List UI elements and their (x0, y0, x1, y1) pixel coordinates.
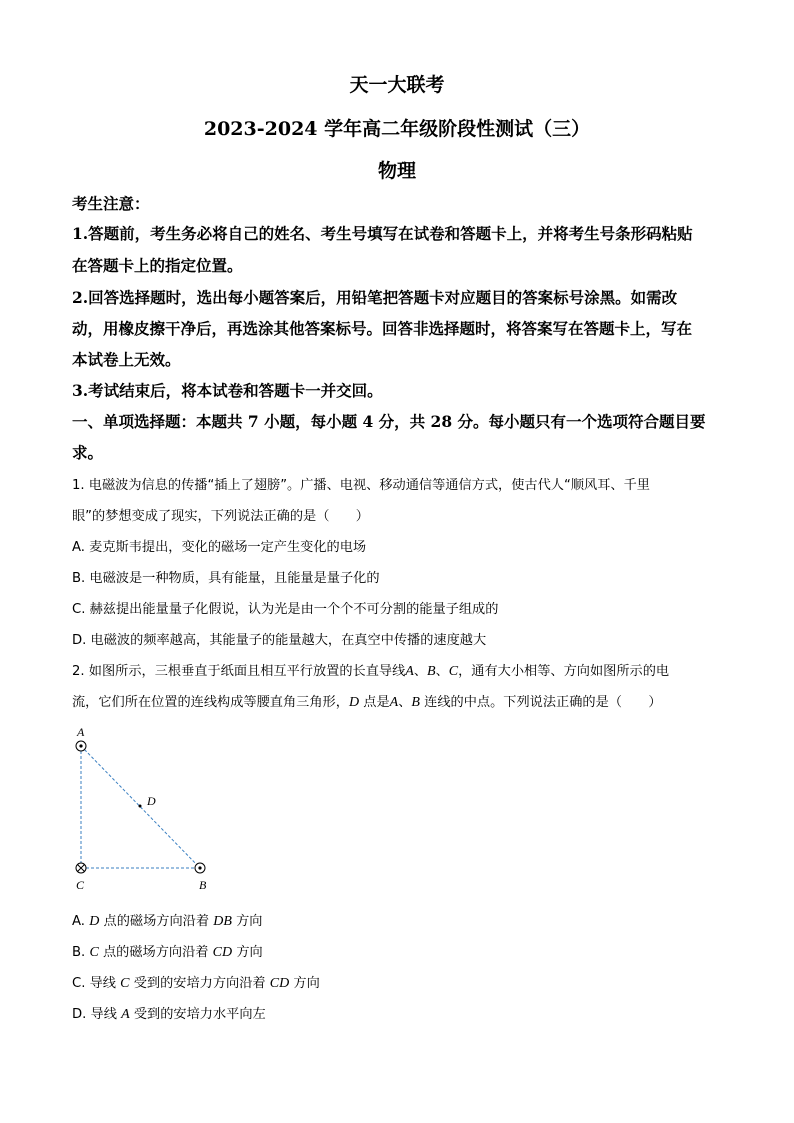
wire-c-into-page-icon (76, 863, 86, 873)
q1-stem: 1. 电磁波为信息的传播“插上了翅膀”。广播、电视、移动通信等通信方式，使古代人“顺风耳、千里 (72, 478, 650, 493)
label-c: C (76, 878, 85, 892)
q2-option-c: C. 导线 C 受到的安培力方向沿着 CD 方向 (72, 976, 320, 991)
notice-item-3: 3.考试结束后，将本试卷和答题卡一并交回。 (72, 381, 383, 400)
notice-heading: 考生注意： (72, 194, 150, 213)
subject-title: 物理 (377, 160, 416, 182)
q2-option-d: D. 导线 A 受到的安培力水平向左 (72, 1007, 266, 1022)
label-d: D (147, 794, 156, 808)
notice-item-2: 2.回答选择题时，选出每小题答案后，用铅笔把答题卡对应题目的答案标号涂黑。如需改 (72, 288, 678, 307)
wire-triangle-figure (66, 722, 226, 894)
wire-b-out-of-page-icon (195, 863, 205, 873)
q1-option-c: C. 赫兹提出能量量子化假说，认为光是由一个个不可分割的能量子组成的 (72, 602, 499, 617)
notice-item-1: 1.答题前，考生务必将自己的姓名、考生号填写在试卷和答题卡上，并将考生号条形码粘贴 (72, 224, 693, 243)
q2-option-b: B. C 点的磁场方向沿着 CD 方向 (72, 945, 263, 960)
q1-stem-cont: 眼”的梦想变成了现实，下列说法正确的是（ ） (72, 509, 369, 524)
label-a: A (77, 725, 85, 739)
q1-option-a: A. 麦克斯韦提出，变化的磁场一定产生变化的电场 (72, 540, 367, 555)
section-heading: 一、单项选择题：本题共 7 小题，每小题 4 分，共 28 分。每小题只有一个选项符合题目要 (72, 412, 706, 431)
exam-org-title: 天一大联考 (349, 74, 445, 96)
q1-option-b: B. 电磁波是一种物质，具有能量，且能量是量子化的 (72, 571, 380, 586)
exam-title: 2023-2024 学年高二年级阶段性测试（三） (203, 118, 591, 140)
notice-item-2-end: 本试卷上无效。 (72, 350, 181, 369)
section-heading-cont: 求。 (72, 443, 104, 462)
notice-item-1-cont: 在答题卡上的指定位置。 (72, 256, 243, 275)
midpoint-d-dot (139, 805, 142, 808)
wire-a-out-of-page-icon (76, 741, 86, 751)
q2-stem: 2. 如图所示，三根垂直于纸面且相互平行放置的长直导线A、B、C，通有大小相等、方向如图所示的电 (72, 664, 670, 679)
notice-item-2-cont: 动，用橡皮擦干净后，再选涂其他答案标号。回答非选择题时，将答案写在答题卡上，写在 (72, 319, 693, 338)
q1-option-d: D. 电磁波的频率越高，其能量子的能量越大，在真空中传播的速度越大 (72, 633, 487, 648)
q2-stem-cont: 流，它们所在位置的连线构成等腰直角三角形，D 点是A、B 连线的中点。下列说法正确的是（ ） (72, 695, 662, 710)
label-b: B (199, 878, 207, 892)
q2-option-a: A. D 点的磁场方向沿着 DB 方向 (72, 914, 263, 929)
